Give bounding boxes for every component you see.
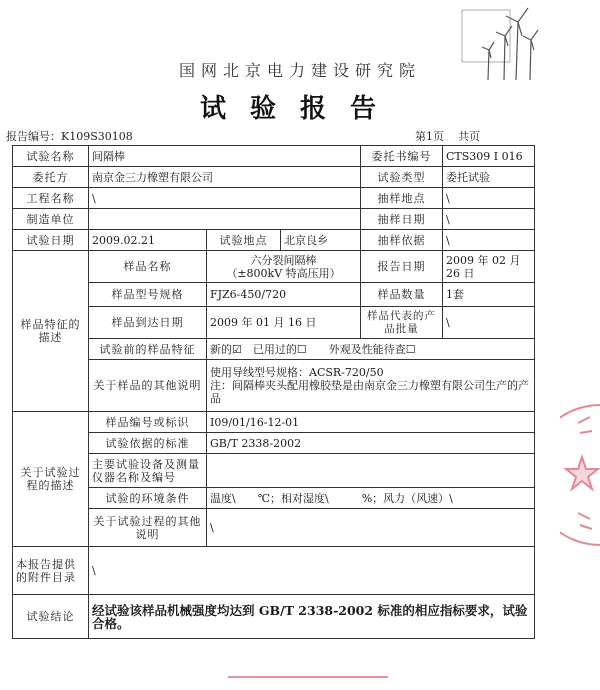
row-sample-id [13, 412, 535, 433]
sample-notes-value [207, 360, 535, 412]
manufacturer-label: 制造单位 [13, 209, 89, 230]
equipment-label: 主要试验设备及测量仪器名称及编号 [89, 454, 207, 488]
project-name-label: 工程名称 [13, 188, 89, 209]
sample-id-value: Ⅰ09/01/16-12-01 [207, 412, 535, 433]
sample-notes-line2: 注：间隔棒夹头配用橡胶垫是由南京金三力橡塑有限公司生产的产品 [210, 379, 529, 405]
report-title: 试验报告 [199, 94, 400, 124]
standard-value: GB/T 2338-2002 [207, 433, 535, 454]
client-label: 委托方 [13, 167, 89, 188]
row-manufacturer [13, 209, 535, 230]
report-number [6, 128, 133, 144]
row-conclusion [13, 595, 535, 639]
row-sample-notes [13, 360, 535, 412]
sampling-place-value: \ [443, 188, 535, 209]
report-date-value: 2009 年 02 月 26 日 [443, 251, 535, 283]
sample-id-label: 样品编号或标识 [89, 412, 207, 433]
row-equipment [13, 454, 535, 488]
sample-notes-line1: 使用导线型号规格：ACSR-720/50 [210, 366, 384, 379]
attachments-value: \ [89, 547, 535, 595]
row-process-other [13, 509, 535, 547]
page-total: 共页 [458, 130, 480, 143]
sample-name-line1: 六分裂间隔棒 [250, 253, 317, 267]
standard-label: 试验依据的标准 [89, 433, 207, 454]
batch-label: 样品代表的产品批量 [361, 307, 443, 339]
attachments-label: 本报告提供的附件目录 [13, 547, 89, 595]
sample-name-line2: （±800kV 特高压用） [226, 266, 341, 280]
sampling-basis-label: 抽样依据 [361, 230, 443, 251]
conclusion-label: 试验结论 [13, 595, 89, 639]
row-client [13, 167, 535, 188]
sample-name-detail-value [207, 251, 361, 283]
row-attachments [13, 547, 535, 595]
row-pretest [13, 339, 535, 360]
row-test-date [13, 230, 535, 251]
pretest-label: 试验前的样品特征 [89, 339, 207, 360]
page-number: 第1页 [415, 130, 444, 143]
row-environment [13, 488, 535, 509]
institute-name: 国网北京电力建设研究院 [178, 61, 421, 80]
row-sample-arrival [13, 307, 535, 339]
row-standard [13, 433, 535, 454]
manufacturer-value [89, 209, 361, 230]
environment-label: 试验的环境条件 [89, 488, 207, 509]
row-sample-name-detail [13, 251, 535, 283]
test-place-value: 北京良乡 [281, 230, 361, 251]
bottom-seal-stamp [228, 676, 388, 690]
row-project [13, 188, 535, 209]
report-date-label: 报告日期 [361, 251, 443, 283]
test-date-value: 2009.02.21 [89, 230, 207, 251]
report-number-value: K109S30108 [61, 130, 133, 143]
sample-model-value: FJZ6-450/720 [207, 283, 361, 307]
project-name-value: \ [89, 188, 361, 209]
process-other-label: 关于试验过程的其他说明 [89, 509, 207, 547]
client-value: 南京金三力橡塑有限公司 [89, 167, 361, 188]
row-sample-model [13, 283, 535, 307]
sample-section-label: 样品特征的描述 [13, 251, 89, 412]
pretest-value: 新的☑ 已用过的☐ 外观及性能待查☐ [207, 339, 535, 360]
report-form-table [12, 145, 535, 639]
sample-notes-label: 关于样品的其他说明 [89, 360, 207, 412]
sample-quantity-value: 1套 [443, 283, 535, 307]
sampling-date-value: \ [443, 209, 535, 230]
sample-model-label: 样品型号规格 [89, 283, 207, 307]
commission-no-label: 委托书编号 [361, 146, 443, 167]
row-sample-name [13, 146, 535, 167]
process-other-value: \ [207, 509, 535, 547]
process-section-label: 关于试验过程的描述 [13, 412, 89, 547]
test-place-label: 试验地点 [207, 230, 281, 251]
test-type-label: 试验类型 [361, 167, 443, 188]
sampling-date-label: 抽样日期 [361, 209, 443, 230]
sample-name-value: 间隔棒 [89, 146, 361, 167]
environment-value: 温度\ ℃；相对湿度\ %；风力（风速）\ [207, 488, 535, 509]
sample-quantity-label: 样品数量 [361, 283, 443, 307]
sample-name-label: 试验名称 [13, 146, 89, 167]
page-indicator [415, 128, 494, 144]
commission-no-value: CTS309 I 016 [443, 146, 535, 167]
report-number-label: 报告编号： [6, 130, 61, 143]
equipment-value [207, 454, 535, 488]
arrival-date-label: 样品到达日期 [89, 307, 207, 339]
arrival-date-value: 2009 年 01 月 16 日 [207, 307, 361, 339]
sampling-place-label: 抽样地点 [361, 188, 443, 209]
sampling-basis-value: \ [443, 230, 535, 251]
test-date-label: 试验日期 [13, 230, 89, 251]
official-seal-stamp [560, 395, 600, 555]
sample-name-detail-label: 样品名称 [89, 251, 207, 283]
batch-value: \ [443, 307, 535, 339]
test-type-value: 委托试验 [443, 167, 535, 188]
conclusion-text: 经试验该样品机械强度均达到 GB/T 2338-2002 标准的相应指标要求，试验合格。 [89, 595, 535, 639]
